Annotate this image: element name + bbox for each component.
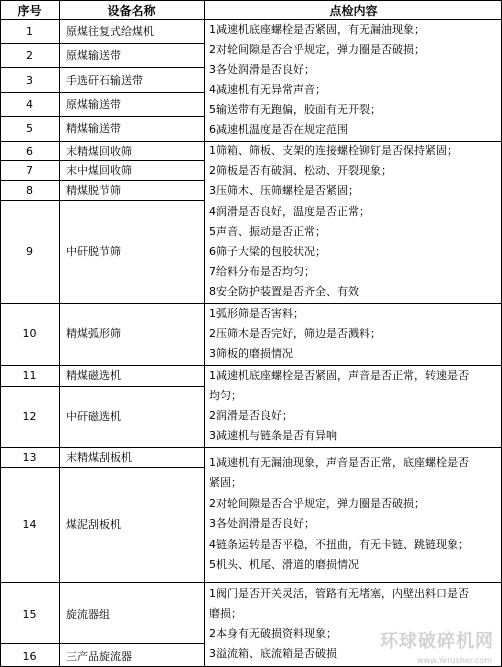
content-line: 3各处润滑是否良好； bbox=[209, 63, 315, 76]
content-line: 3筛板的磨损情况 bbox=[209, 347, 293, 360]
table-divider bbox=[0, 0, 502, 1]
content-line: 3溢流箱、底流箱是否破损 bbox=[209, 647, 337, 660]
table-row-device: 末中煤回收筛 bbox=[66, 164, 132, 177]
table-row-no: 6 bbox=[26, 145, 33, 158]
content-line: 6减速机温度是否在规定范围 bbox=[209, 123, 348, 136]
content-line: 4润滑是否良好，温度是否正常； bbox=[209, 205, 370, 218]
content-line: 均匀； bbox=[209, 389, 242, 402]
content-line: 2压筛木是否完好，筛边是否溅料； bbox=[209, 327, 381, 340]
content-line: 3减速机与链条是否有异响 bbox=[209, 429, 337, 442]
content-line: 5输送带有无跑偏，胶面有无开裂； bbox=[209, 103, 381, 116]
table-divider bbox=[0, 386, 205, 387]
table-divider bbox=[0, 365, 502, 366]
table-row-no: 9 bbox=[26, 245, 33, 258]
table-row-device: 三产品旋流器 bbox=[66, 650, 132, 663]
table-divider bbox=[0, 141, 502, 142]
table-row-no: 12 bbox=[22, 410, 37, 423]
table-row-device: 中矸磁选机 bbox=[66, 410, 121, 423]
table-row-no: 3 bbox=[26, 74, 33, 87]
table-row-device: 末精煤刮板机 bbox=[66, 451, 132, 464]
content-line: 1弧形筛是否害料； bbox=[209, 307, 304, 320]
content-line: 4链条运转是否平稳，不扭曲，有无卡链、跳链现象； bbox=[209, 538, 469, 551]
table-divider bbox=[0, 180, 205, 181]
table-divider bbox=[0, 467, 205, 468]
content-line: 磨损； bbox=[209, 607, 242, 620]
content-line: 4减速机有无异常声音； bbox=[209, 83, 326, 96]
content-line: 3压筛木、压筛螺栓是否紧固； bbox=[209, 184, 359, 197]
table-row-device: 煤泥刮板机 bbox=[66, 518, 121, 531]
table-row-device: 精煤输送带 bbox=[66, 122, 121, 135]
table-row-device: 原煤输送带 bbox=[66, 98, 121, 111]
table-divider bbox=[0, 67, 205, 68]
table-divider bbox=[0, 43, 205, 44]
table-row-no: 15 bbox=[22, 608, 37, 621]
table-row-device: 旋流器组 bbox=[66, 608, 110, 621]
table-row-device: 精煤磁选机 bbox=[66, 369, 121, 382]
header-device: 设备名称 bbox=[107, 4, 156, 18]
table-row-no: 11 bbox=[22, 369, 37, 382]
content-line: 1阀门是否开关灵活，管路有无堵塞，内壁出料口是否 bbox=[209, 587, 469, 600]
table-divider bbox=[0, 92, 205, 93]
content-line: 3各处润滑是否良好； bbox=[209, 517, 315, 530]
table-row-device: 手选矸石输送带 bbox=[66, 74, 143, 87]
content-line: 2对轮间隙是否合乎规定，弹力圈是否破损； bbox=[209, 43, 425, 56]
header-content: 点检内容 bbox=[329, 4, 378, 18]
content-line: 1减速机底座螺栓是否紧固，有无漏油现象； bbox=[209, 23, 425, 36]
content-line: 8安全防护装置是否齐全、有效 bbox=[209, 285, 359, 298]
content-line: 紧固； bbox=[209, 476, 242, 489]
table-divider bbox=[0, 19, 502, 20]
table-row-device: 中矸脱节筛 bbox=[66, 245, 121, 258]
content-line: 6筛子大梁的包胶状况； bbox=[209, 245, 326, 258]
table-border-left bbox=[0, 0, 1, 667]
table-divider bbox=[0, 582, 502, 583]
watermark-url: www.Yerusher.com bbox=[417, 656, 492, 665]
table-row-no: 13 bbox=[22, 451, 37, 464]
content-line: 2本身有无破损资料现象； bbox=[209, 627, 337, 640]
table-row-no: 8 bbox=[26, 184, 33, 197]
table-divider bbox=[0, 303, 502, 304]
table-divider bbox=[0, 200, 205, 201]
table-divider bbox=[0, 447, 502, 448]
table-row-no: 16 bbox=[22, 650, 37, 663]
table-row-no: 4 bbox=[26, 98, 33, 111]
table-row-no: 7 bbox=[26, 164, 33, 177]
header-no: 序号 bbox=[17, 4, 42, 18]
content-line: 5声音、振动是否正常； bbox=[209, 225, 326, 238]
table-row-no: 1 bbox=[26, 25, 33, 38]
content-line: 2润滑是否良好； bbox=[209, 409, 293, 422]
table-row-device: 原煤往复式给煤机 bbox=[66, 25, 154, 38]
content-line: 1减速机有无漏油现象，声音是否正常，底座螺栓是否 bbox=[209, 456, 469, 469]
table-row-device: 精煤弧形筛 bbox=[66, 327, 121, 340]
table-row-no: 14 bbox=[22, 518, 37, 531]
table-row-no: 10 bbox=[22, 327, 37, 340]
table-row-device: 末精煤回收筛 bbox=[66, 145, 132, 158]
table-row-device: 原煤输送带 bbox=[66, 49, 121, 62]
content-line: 1筛箱、筛板、支架的连接螺栓铆钉是否保持紧固； bbox=[209, 144, 458, 157]
table-divider bbox=[0, 116, 205, 117]
table-divider bbox=[0, 643, 205, 644]
content-line: 7给料分布是否均匀； bbox=[209, 265, 315, 278]
table-row-device: 精煤脱节筛 bbox=[66, 184, 121, 197]
content-line: 5机头、机尾、滑道的磨损情况 bbox=[209, 558, 359, 571]
table-divider bbox=[59, 0, 60, 667]
table-divider bbox=[0, 160, 205, 161]
content-line: 2对轮间隙是否合乎规定，弹力圈是否破损； bbox=[209, 497, 425, 510]
content-line: 2筛板是否有破洞、松动、开裂现象； bbox=[209, 164, 392, 177]
table-row-no: 2 bbox=[26, 49, 33, 62]
watermark-logo: 环球破碎机网 bbox=[380, 631, 494, 652]
table-divider bbox=[204, 0, 205, 667]
content-line: 1减速机底座螺栓是否紧固，声音是否正常，转速是否 bbox=[209, 369, 469, 382]
table-row-no: 5 bbox=[26, 122, 33, 135]
